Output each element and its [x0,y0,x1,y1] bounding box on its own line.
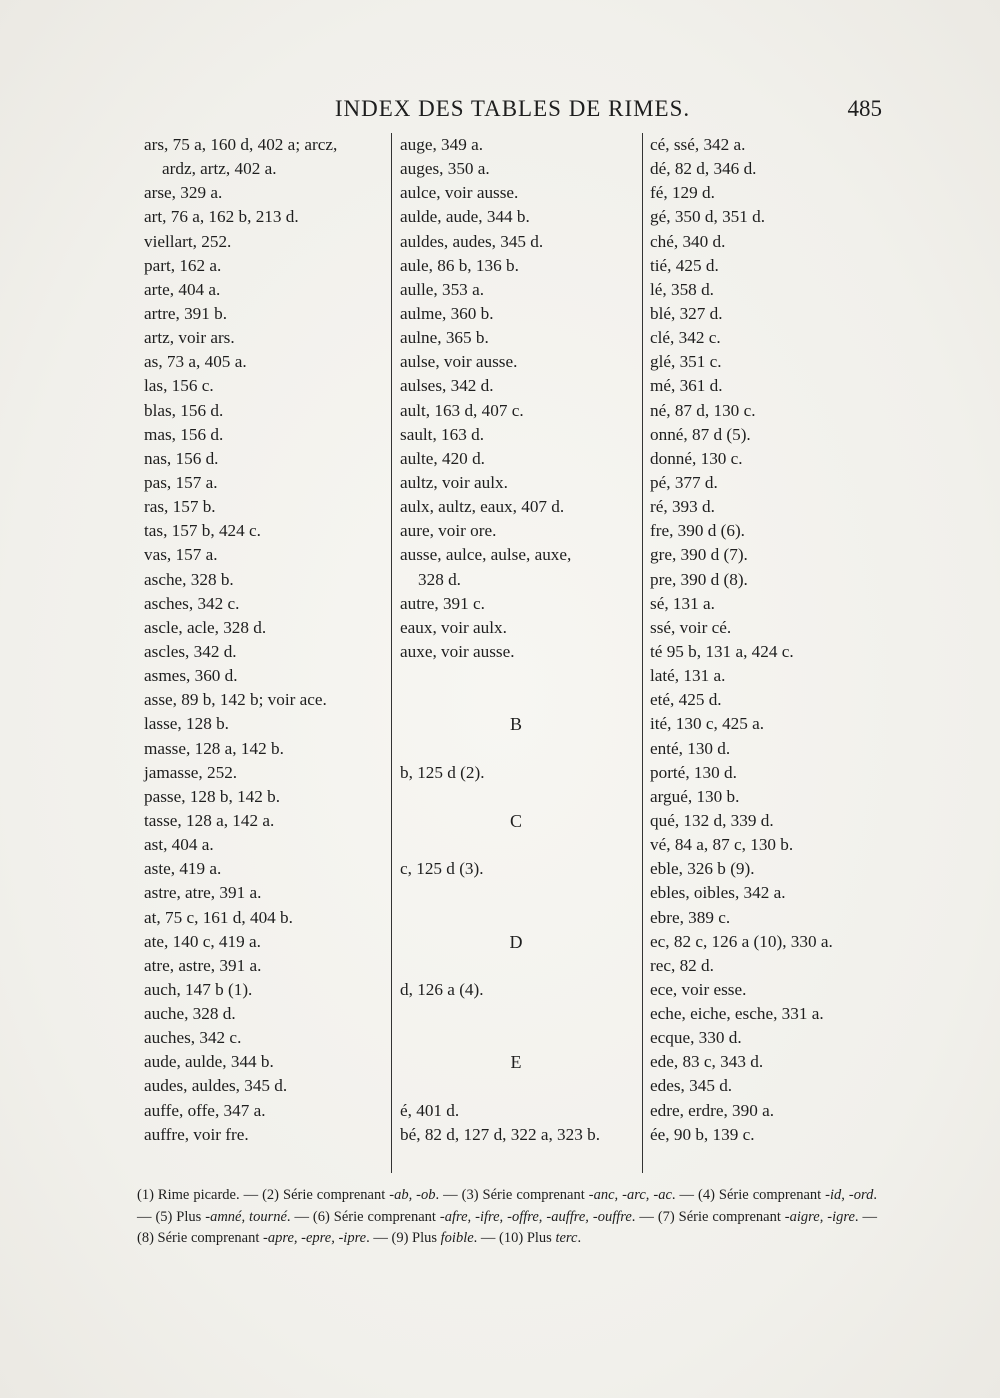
running-header [140,96,885,126]
index-entry: enté, 130 d. [650,738,731,758]
index-entry: ascles, 342 d. [144,641,237,661]
footnote-text: . [577,1230,582,1246]
index-entry: ecque, 330 d. [650,1028,742,1048]
index-entry: blas, 156 d. [144,400,224,420]
index-entry: porté, 130 d. [650,762,737,782]
index-entry: donné, 130 c. [650,448,743,468]
index-entry: ausse, aulce, aulse, auxe, [400,545,572,565]
index-entry: aulne, 365 b. [400,328,489,348]
index-entry: ars, 75 a, 160 d, 402 a; arcz, [144,135,338,154]
index-entry: jamasse, 252. [144,762,238,782]
index-entry: ault, 163 d, 407 c. [400,400,524,420]
index-entry: lasse, 128 b. [144,714,229,734]
index-entry: edre, erdre, 390 a. [650,1100,775,1120]
index-entry: glé, 351 c. [650,352,722,372]
index-entry: ebre, 389 c. [650,907,731,927]
index-entry: passe, 128 b, 142 b. [144,786,281,806]
index-entry: asse, 89 b, 142 b; voir ace. [144,690,327,710]
index-entry: né, 87 d, 130 c. [650,400,756,420]
page-title: INDEX DES TABLES DE RIMES. [334,96,691,121]
blank-line [400,833,642,857]
footnote-italic: foible [440,1230,474,1246]
footnote-italic: -aigre, -igre [784,1208,855,1225]
index-entry: aulx, aultz, eaux, 407 d. [400,497,565,517]
index-entry: ré, 393 d. [650,497,715,517]
blank-line [400,954,642,978]
index-entry: aule, 86 b, 136 b. [400,255,519,275]
footnote-italic: -amné, tourné [205,1208,287,1225]
index-entry: sé, 131 a. [650,593,715,613]
index-columns [138,133,885,1178]
blank-line [400,737,642,761]
index-entry: aultz, voir aulx. [400,472,508,492]
index-entry: é, 401 d. [400,1100,460,1120]
index-entry: c, 125 d (3). [400,859,484,879]
index-entry: ast, 404 a. [144,835,214,855]
index-entry: as, 73 a, 405 a. [144,352,247,372]
footnote-text: . — (7) Série comprenant [631,1208,785,1225]
index-entry: aulses, 342 d. [400,376,494,396]
blank-line [400,881,642,905]
blank-line [400,664,642,688]
index-entry: aulce, voir ausse. [400,183,519,203]
section-letter: C [509,810,522,831]
index-entry: b, 125 d (2). [400,762,485,782]
index-entry: gé, 350 d, 351 d. [650,207,766,227]
index-entry: ée, 90 b, 139 c. [650,1124,755,1144]
index-entry: bé, 82 d, 127 d, 322 a, 323 b. [400,1124,601,1144]
footnote-italic: -apre, -epre, -ipre [263,1230,367,1246]
index-entry: fé, 129 d. [650,183,715,203]
index-entry: artz, voir ars. [144,328,235,348]
index-entry: qué, 132 d, 339 d. [650,810,774,830]
index-entry: art, 76 a, 162 b, 213 d. [144,207,299,227]
index-entry: viellart, 252. [144,231,232,251]
index-column-2 [391,133,643,1173]
index-entry: asches, 342 c. [144,593,240,613]
footnote-italic: -afre, -ifre, -offre, -auffre, -ouffre [439,1208,632,1225]
index-entry: tasse, 128 a, 142 a. [144,810,275,830]
index-entry: ec, 82 c, 126 a (10), 330 a. [650,931,833,951]
index-entry: eaux, voir aulx. [400,617,507,637]
index-entry: eche, eiche, esche, 331 a. [650,1004,824,1024]
index-entry: ras, 157 b. [144,497,216,517]
footnote-text: . — (6) Série comprenant [286,1208,440,1225]
index-entry: lé, 358 d. [650,279,714,299]
index-entry: ité, 130 c, 425 a. [650,714,765,734]
index-entry: arse, 329 a. [144,183,223,203]
index-entry: auche, 328 d. [144,1004,236,1024]
index-entry: auffe, offe, 347 a. [144,1100,266,1120]
index-entry: las, 156 c. [144,376,214,396]
index-entry: vé, 84 a, 87 c, 130 b. [650,835,794,855]
footnote-text: . — (3) Série comprenant [435,1187,589,1203]
index-entry: auldes, audes, 345 d. [400,231,544,251]
index-entry: laté, 131 a. [650,666,726,686]
index-entry: atre, astre, 391 a. [144,955,262,975]
blank-line [400,1075,642,1099]
blank-line [400,1026,642,1050]
section-letter: B [509,714,522,735]
index-entry: arte, 404 a. [144,279,221,299]
blank-line [400,906,642,930]
index-entry: ece, voir esse. [650,979,747,999]
index-entry: ssé, voir cé. [650,617,732,637]
index-entry: auge, 349 a. [400,135,484,154]
index-entry: auch, 147 b (1). [144,979,253,999]
index-entry: at, 75 c, 161 d, 404 b. [144,907,293,927]
index-entry: rec, 82 d. [650,955,714,975]
page-number: 485 [847,96,882,121]
blank-line [400,785,642,809]
index-entry: vas, 157 a. [144,545,218,565]
index-entry: aulse, voir ausse. [400,352,518,372]
index-entry: eté, 425 d. [650,690,722,710]
index-entry: aulte, 420 d. [400,448,485,468]
index-entry: nas, 156 d. [144,448,219,468]
index-entry: argué, 130 b. [650,786,740,806]
index-entry: aure, voir ore. [400,521,497,541]
footnote-text: (1) Rime picarde. — (2) Série comprenant [137,1187,390,1203]
index-entry: auges, 350 a. [400,159,490,179]
index-entry: artre, 391 b. [144,303,228,323]
footnote-text: . — (10) Plus [473,1230,556,1246]
index-entry: auffre, voir fre. [144,1124,249,1144]
index-entry: mas, 156 d. [144,424,224,444]
index-column-3 [642,133,893,1173]
index-entry: eble, 326 b (9). [650,859,755,879]
section-letter: D [509,931,523,952]
index-entry: asmes, 360 d. [144,666,238,686]
index-entry: fre, 390 d (6). [650,521,745,541]
index-entry: astre, atre, 391 a. [144,883,262,903]
index-entry: asche, 328 b. [144,569,234,589]
footnote-text: . — (4) Série comprenant [671,1187,826,1203]
footnote-italic: terc [555,1230,578,1246]
index-entry: pé, 377 d. [650,472,718,492]
index-entry: ardz, artz, 402 a. [162,159,277,179]
blank-line [400,1002,642,1026]
index-entry: cé, ssé, 342 a. [650,135,746,154]
index-entry: pas, 157 a. [144,472,218,492]
index-column-1 [144,133,384,1173]
index-entry: audes, auldes, 345 d. [144,1076,288,1096]
index-entry: ede, 83 c, 343 d. [650,1052,764,1072]
index-entry: aulme, 360 b. [400,303,494,323]
index-entry: ché, 340 d. [650,231,726,251]
index-entry: d, 126 a (4). [400,979,484,999]
footnote-text: . — (8) Série comprenant [137,1208,877,1246]
index-entry: auxe, voir ausse. [400,641,515,661]
index-entry: tas, 157 b, 424 c. [144,521,261,541]
footnote-italic: -id, -ord [825,1187,874,1203]
index-entry: clé, 342 c. [650,328,721,348]
index-entry: onné, 87 d (5). [650,424,751,444]
index-entry: tié, 425 d. [650,255,719,275]
footnote-text: . — (5) Plus [137,1187,877,1225]
index-entry: auches, 342 c. [144,1028,242,1048]
index-entry: part, 162 a. [144,255,222,275]
index-entry: sault, 163 d. [400,424,485,444]
footnote-italic: -anc, -arc, -ac [588,1187,672,1203]
index-entry: gre, 390 d (7). [650,545,748,565]
index-entry: 328 d. [418,569,461,589]
index-entry: aulle, 353 a. [400,279,484,299]
index-entry: blé, 327 d. [650,303,723,323]
index-entry: edes, 345 d. [650,1076,733,1096]
index-entry: ate, 140 c, 419 a. [144,931,261,951]
index-entry: aulde, aude, 344 b. [400,207,530,227]
index-entry: autre, 391 c. [400,593,485,613]
index-entry: masse, 128 a, 142 b. [144,738,284,758]
footnotes [137,1185,877,1250]
index-entry: pre, 390 d (8). [650,569,748,589]
blank-line [400,688,642,712]
index-entry: dé, 82 d, 346 d. [650,159,757,179]
index-entry: té 95 b, 131 a, 424 c. [650,641,794,661]
index-entry: ebles, oibles, 342 a. [650,883,786,903]
index-entry: mé, 361 d. [650,376,723,396]
index-entry: aude, aulde, 344 b. [144,1052,274,1072]
section-letter: E [510,1052,522,1073]
index-entry: aste, 419 a. [144,859,222,879]
index-entry: ascle, acle, 328 d. [144,617,267,637]
footnote-text: . — (9) Plus [366,1230,441,1246]
footnote-italic: -ab, -ob [389,1187,436,1203]
